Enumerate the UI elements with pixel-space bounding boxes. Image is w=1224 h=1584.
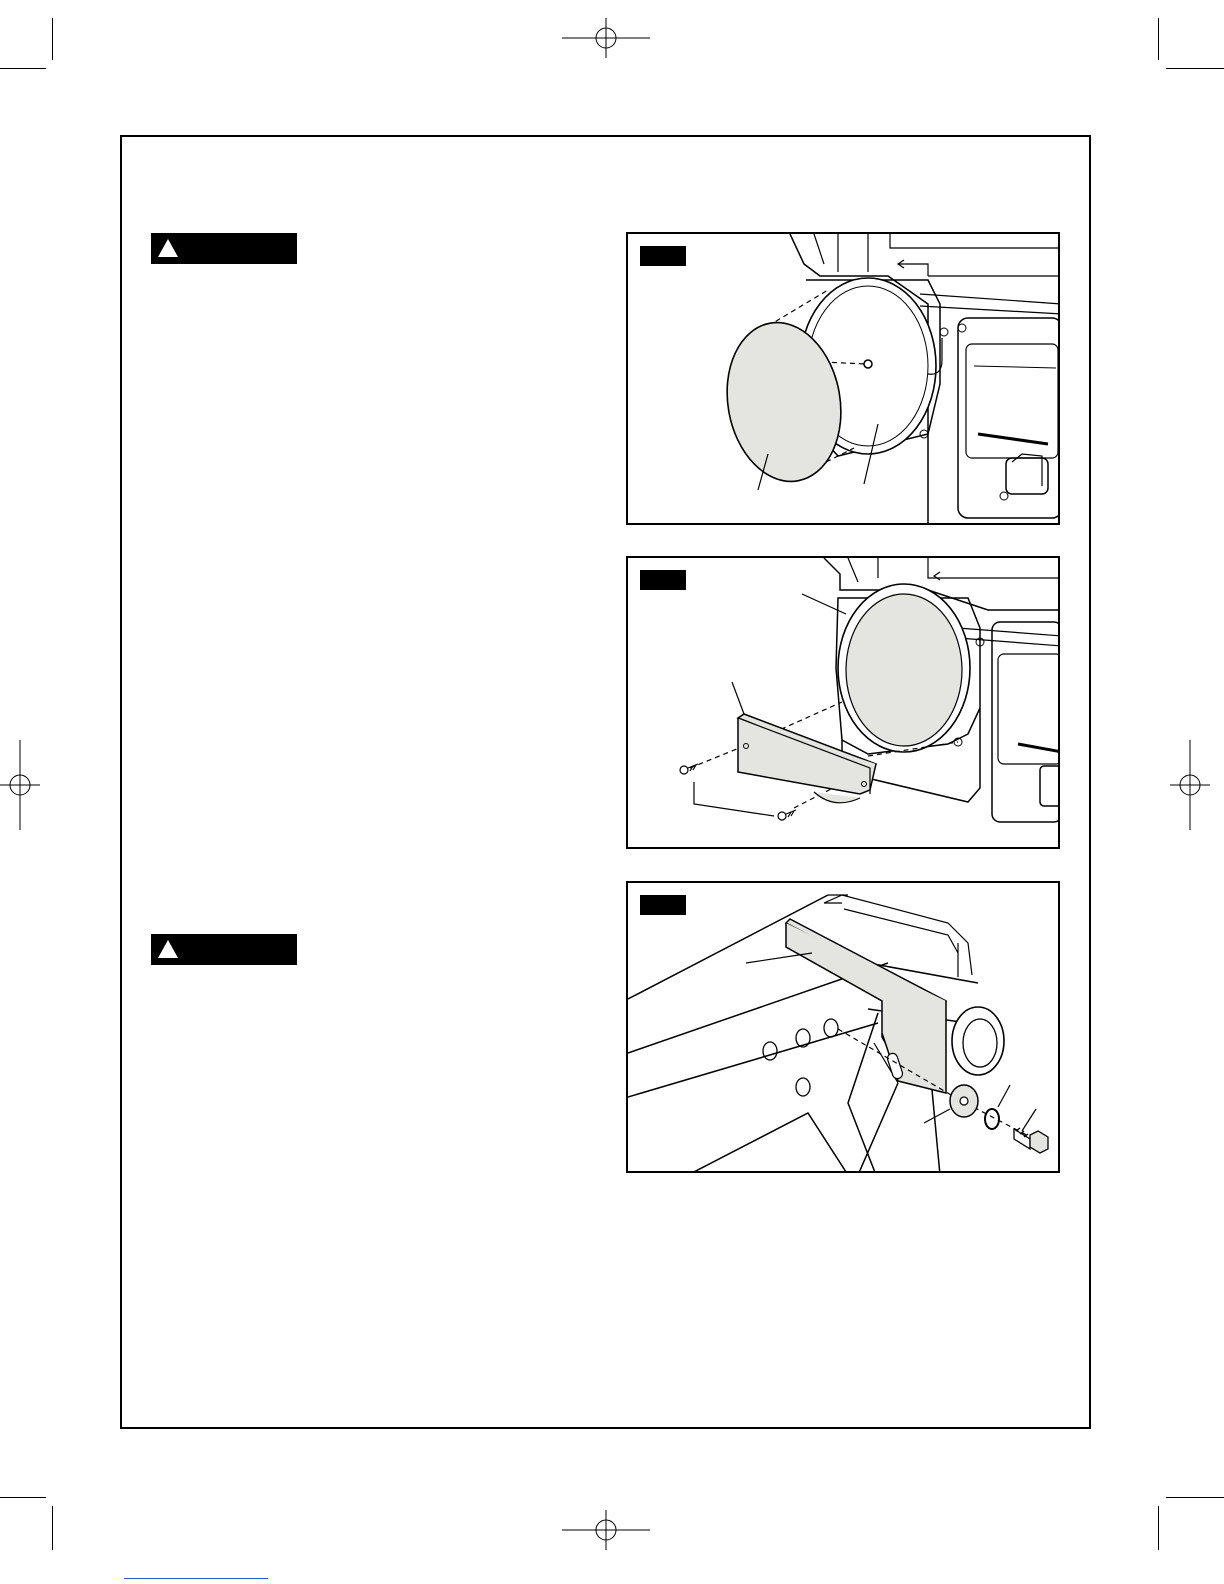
figure-number-tag (640, 246, 686, 266)
registration-mark-top (560, 18, 652, 58)
warning-banner (151, 934, 297, 965)
registration-mark-left (0, 740, 40, 830)
registration-mark-bottom (560, 1510, 652, 1550)
warning-banner (151, 233, 297, 264)
figure-work-support (626, 881, 1060, 1173)
disc-guard-illustration (628, 558, 1060, 849)
registration-mark-right (1170, 740, 1210, 830)
figure-sanding-disc (626, 232, 1060, 525)
warning-triangle-icon (157, 238, 179, 258)
footer-link-underline[interactable] (124, 1578, 268, 1579)
figure-disc-guard (626, 556, 1060, 849)
sanding-disc-illustration (628, 234, 1060, 525)
work-support-illustration (628, 883, 1060, 1173)
figure-number-tag (640, 895, 686, 915)
warning-triangle-icon (157, 939, 179, 959)
figure-number-tag (640, 570, 686, 590)
